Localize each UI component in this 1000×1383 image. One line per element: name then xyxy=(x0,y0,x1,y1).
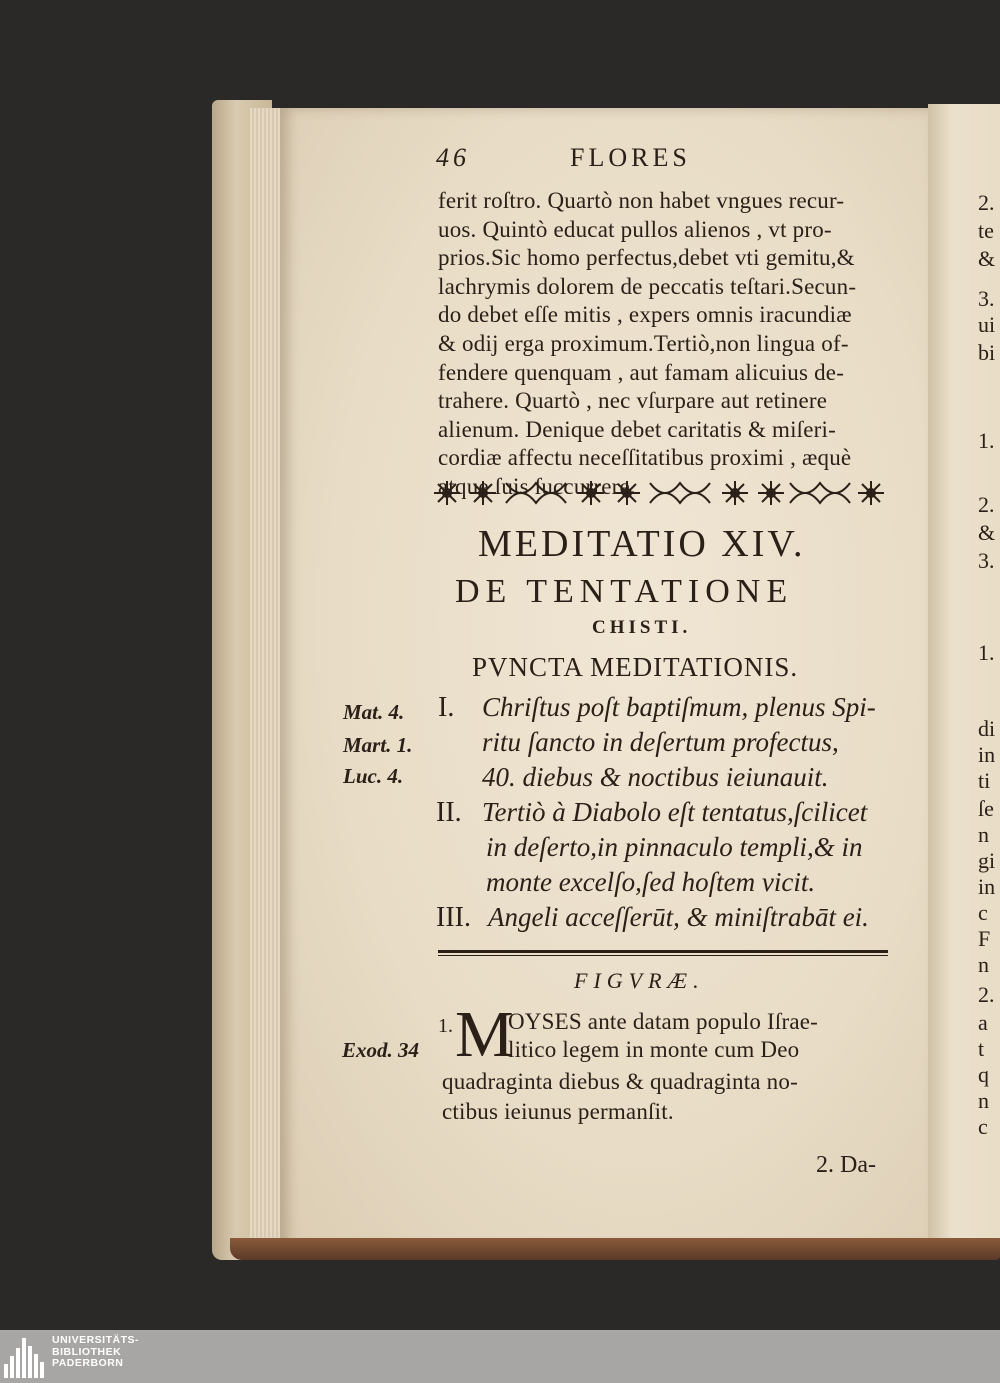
right-page-fragment: t xyxy=(978,1036,985,1061)
body-line: fendere quenquam , aut famam alicuius de- xyxy=(438,359,845,385)
point-number: II. xyxy=(436,797,462,828)
body-line: alienum. Denique debet caritatis & miſeri- xyxy=(438,416,836,442)
right-page-fragment: gi xyxy=(978,848,996,873)
right-page-fragment: 2. xyxy=(978,492,995,517)
body-text xyxy=(438,187,856,502)
right-page-fragment: in xyxy=(978,874,996,899)
divider-rule xyxy=(438,955,888,956)
body-line: uos. Quintò educat pullos alienos , vt pro- xyxy=(438,216,832,242)
page-number: 46 xyxy=(436,143,470,172)
right-page-fragment: te xyxy=(978,218,994,243)
body-line: & odij erga proximum.Tertiò,non lingua of- xyxy=(438,330,849,356)
right-page-fragment: F xyxy=(978,926,991,951)
right-page-fragment: 1. xyxy=(978,640,995,665)
margin-ref: Luc. 4. xyxy=(343,764,404,788)
right-page-fragment: bi xyxy=(978,340,996,365)
right-page-fragment: in xyxy=(978,742,996,767)
right-page-fragment: n xyxy=(978,952,989,977)
right-page-fragment: ſe xyxy=(978,796,994,821)
body-line: prios.Sic homo perfectus,debet vti gemitu,& xyxy=(438,245,855,271)
library-name-line: PADERBORN xyxy=(52,1357,124,1369)
point-line: Angeli acceſſerūt, & miniſtrabāt ei. xyxy=(488,902,869,932)
footer-bar xyxy=(0,1330,1000,1383)
point-line: in deſerto,in pinnaculo templi,& in xyxy=(486,832,863,862)
book-bottom-edge xyxy=(230,1238,1000,1260)
catchword: 2. Da- xyxy=(816,1152,876,1178)
library-name xyxy=(52,1335,139,1370)
body-line: ferit roſtro. Quartò non habet vngues recur- xyxy=(438,188,845,213)
figurae-heading: FIGVRÆ. xyxy=(574,968,705,993)
figura-number: 1. xyxy=(438,1015,453,1037)
figura-line: litico legem in monte cum Deo xyxy=(508,1037,800,1062)
library-logo-icon xyxy=(4,1334,46,1380)
right-page-fragment: c xyxy=(978,1114,988,1139)
figura-margin-ref: Exod. 34 xyxy=(342,1038,420,1062)
right-page-fragment: 2. xyxy=(978,982,995,1007)
ornament-band xyxy=(430,478,888,508)
drop-capital: M xyxy=(455,998,514,1071)
right-page-fragment: 2. xyxy=(978,190,995,215)
right-page-fragment: & xyxy=(978,246,996,271)
body-line: cordiæ affectu neceſſitatibus proximi , æquè xyxy=(438,445,852,471)
library-name-line: UNIVERSITÄTS- xyxy=(52,1334,140,1346)
right-page-fragment: 3. xyxy=(978,548,995,573)
figura-line: OYSES ante datam populo Iſrae- xyxy=(508,1009,819,1034)
point-line: Tertiò à Diabolo eſt tentatus,ſcilicet xyxy=(482,797,868,827)
right-page-fragment: & xyxy=(978,520,996,545)
right-page-fragment: 1. xyxy=(978,428,995,453)
divider-rule xyxy=(438,950,888,953)
right-page-fragment: ui xyxy=(978,312,996,337)
right-page-fragment: a xyxy=(978,1010,988,1035)
point-number: I. xyxy=(438,692,455,723)
figura-line: quadraginta diebus & quadraginta no- xyxy=(442,1069,798,1094)
figura-line: ctibus ieiunus permanſit. xyxy=(442,1099,674,1124)
body-line: trahere. Quartò , nec vſurpare aut retinere xyxy=(438,388,828,414)
right-page xyxy=(928,104,1000,1244)
point-line: ritu ſancto in deſertum profectus, xyxy=(482,727,839,757)
margin-ref: Mat. 4. xyxy=(343,700,405,724)
margin-ref: Mart. 1. xyxy=(343,733,413,757)
right-page-fragment: di xyxy=(978,716,996,741)
right-page-fragment: n xyxy=(978,822,989,847)
running-head xyxy=(436,143,691,173)
right-page-fragment: n xyxy=(978,1088,989,1113)
right-page-fragment: q xyxy=(978,1062,989,1087)
body-line: lachrymis dolorem de peccatis teſtari.Secun- xyxy=(438,273,857,299)
running-title: FLORES xyxy=(570,143,691,172)
right-page-fragment: ti xyxy=(978,768,991,793)
right-page-fragment: 3. xyxy=(978,286,995,311)
meditation-title: MEDITATIO XIV. xyxy=(478,523,806,565)
point-line: 40. diebus & noctibus ieiunauit. xyxy=(482,762,829,792)
point-line: monte excelſo,ſed hoſtem vicit. xyxy=(486,867,816,897)
library-name-line: BIBLIOTHEK xyxy=(52,1345,122,1358)
body-line: do debet eſſe mitis , expers omnis iracundiæ xyxy=(438,302,852,328)
meditation-subtitle: DE TENTATIONE xyxy=(455,573,794,610)
meditation-subtitle-2: CHISTI. xyxy=(592,617,692,638)
point-number: III. xyxy=(436,902,471,933)
puncta-heading: PVNCTA MEDITATIONIS. xyxy=(472,652,799,682)
point-line: Chriſtus poſt baptiſmum, plenus Spi- xyxy=(482,692,876,722)
body-line: atque ſuis ſuccurrere. xyxy=(438,473,636,499)
right-page-fragment: c xyxy=(978,900,988,925)
